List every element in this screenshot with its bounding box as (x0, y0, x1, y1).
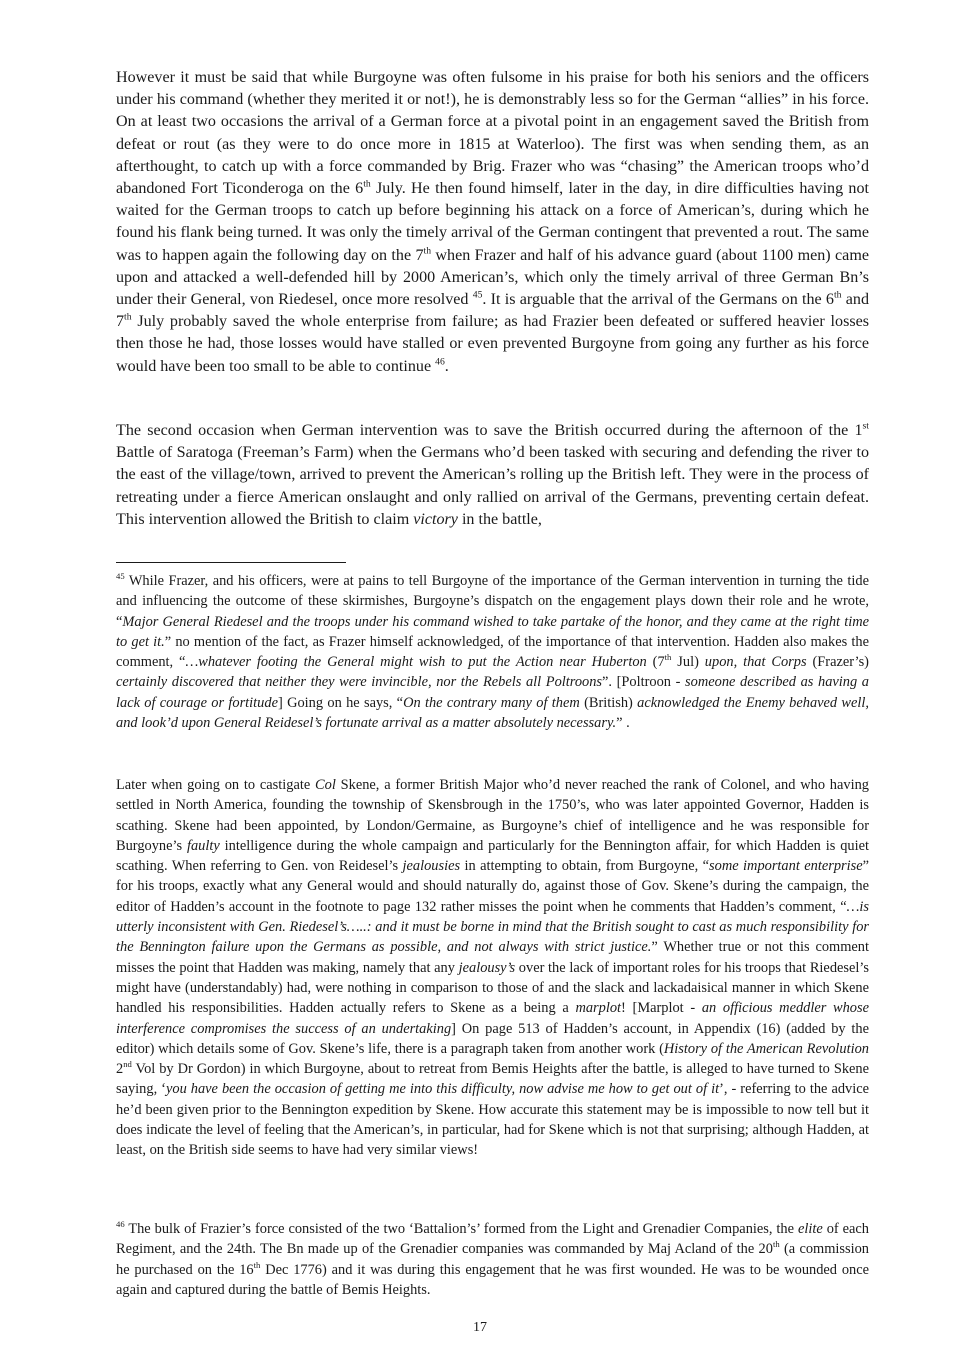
text-run: . It is arguable that the arrival of the Germans on the 6 (482, 291, 834, 309)
text-run: Dec 1776) and it was during this engagement that he was first wounded. He was to be wounded once again and captured during the battle of Bemis Heights. (116, 1261, 869, 1298)
text-run: July probably saved the whole enterprise from failure; as had Frazier been defeated or suffered heavier losses then those he had, those losses would have stalled or even prevented Burgoyne from going any further as his force would have been too small to be able to continue (116, 313, 869, 375)
text-run: (a commission he purchased on the 16 (116, 1241, 869, 1278)
footnote-45 (116, 571, 869, 733)
text-run: Battle of Saratoga (Freeman’s Farm) when the Germans who’d been tasked with securing and defending the river to the east of the village/town, arrived to prevent the American’s rolling up the British left. They were in the process of retreating under a fierce American onslaught and only rallied on arrival of the Germans, preventing certain defeat. This intervention allowed the British to claim (116, 444, 869, 528)
text-run: ” . (616, 715, 630, 732)
text-run: However it must be said that while Burgoyne was often fulsome in his praise for both his seniors and the officers under his command (whether they merited it or not!), he is demonstrably less so for the German “allies” in his force. On at least two occasions the arrival of a German force at a pivotal point in an engagement saved the British from defeat or rout (as they were to do once more in 1815 at Waterloo). The first was when sending them, as an afterthought, to catch up with a force commanded by Brig. Frazer who was “chasing” the American troops who’d abandoned Fort Ticonderoga on the 6 (116, 69, 869, 198)
text-run: . (444, 357, 449, 375)
text-run: While Frazer, and his officers, were at pains to tell Burgoyne of the importance of the German intervention in turning the tide and influencing the outcome of these skirmishes, Burgoyne’s dispatch on the engagement plays down their role and he wrote, “ (116, 573, 869, 630)
text-run: (Frazer’s) (806, 654, 869, 671)
text-run: intelligence during the whole campaign and particularly for the Bennington affair, for which Hadden is quiet scathing. When referring to Gen. von Reidesel’s (116, 837, 869, 875)
superscript: th (423, 245, 432, 257)
text-run: of each Regiment, and the 24th. The Bn made up of the Grenadier companies was commanded by Maj Acland of the 20 (116, 1221, 870, 1258)
superscript: 45 (472, 289, 483, 301)
superscript: nd (123, 1059, 132, 1070)
text-run: ] Going on he says, “ (277, 694, 404, 711)
italic-text: an officious meddler whose interference compromises the success of an undertaking (116, 1000, 869, 1037)
text-run: when Frazer and half of his advance guard (about 1100 men) came upon and attacked a well-defended hill by 2000 American’s, which only the timely arrival of three German Bn’s under their General, von Riedesel, once more resolved (116, 246, 869, 309)
italic-text: jealousy’s (458, 959, 516, 976)
superscript: th (664, 652, 672, 663)
footnote-separator (116, 562, 346, 563)
superscript: th (253, 1259, 261, 1270)
superscript: st (862, 420, 869, 432)
italic-text: faulty (186, 837, 220, 854)
italic-text: elite (797, 1221, 823, 1237)
superscript: th (833, 289, 842, 301)
text-run: ’, - referring to the advice he’d been given prior to the Bennington expedition by Skene. How accurate this statement may be is impossible to now tell but it does indicate the level of feeling that the American’s, in particular, had for Skene which is not that surprising; although Hadden, at least, on the British side seems to have had very similar views! (116, 1081, 870, 1159)
text-run: Jul) (671, 654, 705, 671)
body-paragraph-1 (116, 67, 869, 378)
italic-text: Col (315, 777, 336, 793)
italic-text: upon, that Corps (704, 654, 807, 671)
text-run: July. He then found himself, later in the day, in dire difficulties having not waited for the German troops to catch up before beginning his attack on a force of American’s, during which he found his flank being turned. It was only the timely arrival of the German contingent that prevented a rout. The same was to happen again the following day on the 7 (116, 180, 869, 264)
text-run: ! [Marplot - (621, 1000, 702, 1017)
superscript: 46 (435, 356, 445, 368)
italic-text: jealousies (402, 858, 461, 875)
body-paragraph-2 (116, 420, 869, 531)
italic-text: Major General Riedesel and the troops under his command wished to take partake of the honor, and they came at the right time to get it. (116, 613, 869, 650)
text-run: ”. [Poltroon - (602, 674, 686, 691)
superscript: th (363, 178, 371, 190)
text-run: (British) (579, 694, 638, 711)
text-run: ] On page 513 of Hadden’s account, in Appendix (16) (added by the editor) which details some of Gov. Skene’s life, there is a paragraph taken from another work ( (116, 1020, 869, 1057)
footnote-46 (116, 1219, 869, 1300)
text-run: ” for his troops, exactly what any General would and should naturally do, against those of Gov. Skene’s during the campaign, the editor of Hadden’s account in the footnote to page 132 rather misses the point when he comments that Hadden’s comment, “ (116, 858, 869, 915)
text-run: Later when going on to castigate (116, 777, 316, 793)
italic-text: some important enterprise (709, 858, 863, 875)
superscript: th (124, 311, 132, 323)
text-run: The second occasion when German intervention was to save the British occurred during the afternoon of the 1 (116, 422, 863, 439)
text-run: (7 (646, 654, 665, 671)
text-run: ” Whether true or not this comment misses the point that Hadden was making, namely that any (116, 939, 869, 976)
text-run: Vol by Dr Gordon) in which Burgoyne, about to retreat from Bemis Heights after the battle, is alleged to have turned to Skene saying, ‘ (116, 1061, 869, 1098)
text-run: ” no mention of the fact, as Frazer himself acknowledged, of the importance of that intervention. Hadden also makes the comment, “ (116, 633, 869, 671)
text-run: and 7 (116, 291, 869, 331)
italic-text: …is utterly inconsistent with Gen. Riedesel’s…..: and it must be borne in mind that the British sought to cast as much responsibility for the Bennington failure upon the Germans as possible, and not always with strict justice. (116, 898, 869, 956)
text-run: The bulk of Frazier’s force consisted of the two ‘Battalion’s’ formed from the Light and Grenadier Companies, the (124, 1221, 798, 1237)
text-run: over the lack of important roles for his troops that Riedesel’s might have (understandably) had, were nothing in comparison to those of and the slack and lackadaisical manner in which Skene handled his responsibilities. Hadden actually refers to Skene as a being a (116, 959, 869, 1017)
footnote-45-continued (116, 775, 869, 1161)
italic-text: acknowledged the Enemy behaved well, and look’d upon General Reidesel’s fortunate arrival as a matter absolutely necessary. (116, 694, 870, 732)
page-number: 17 (473, 1320, 487, 1335)
italic-text: On the contrary many of them (403, 694, 580, 711)
text-run: in the battle, (457, 510, 542, 528)
italic-text: certainly discovered that neither they were invincible, nor the Rebels all Poltroons (116, 674, 603, 691)
text-run: 2 (116, 1061, 124, 1078)
italic-text: you have been the occasion of getting me into this difficulty, now advise me how to get out of it (165, 1081, 720, 1098)
italic-text: …whatever footing the General might wish to put the Action near Huberton (185, 654, 647, 671)
text-run: in attempting to obtain, from Burgoyne, “ (460, 858, 710, 875)
superscript: th (772, 1239, 780, 1250)
italic-text: marplot (575, 1000, 622, 1017)
italic-text: someone described as having a lack of courage or fortitude (116, 674, 869, 711)
italic-text: History of the American Revolution (663, 1040, 869, 1057)
text-run: Skene, a former British Major who’d never reached the rank of Colonel, and who having settled in North America, founding the township of Skensbrough in the 1750’s, who was later appointed Governor, Hadden is scathing. Skene had been appointed, by London/Germaine, as Burgoyne’s chief of intelligence and he was responsible for Burgoyne’s (116, 777, 869, 854)
superscript: 46 (116, 1219, 125, 1230)
italic-text: victory (413, 510, 458, 528)
superscript: 45 (116, 571, 125, 582)
